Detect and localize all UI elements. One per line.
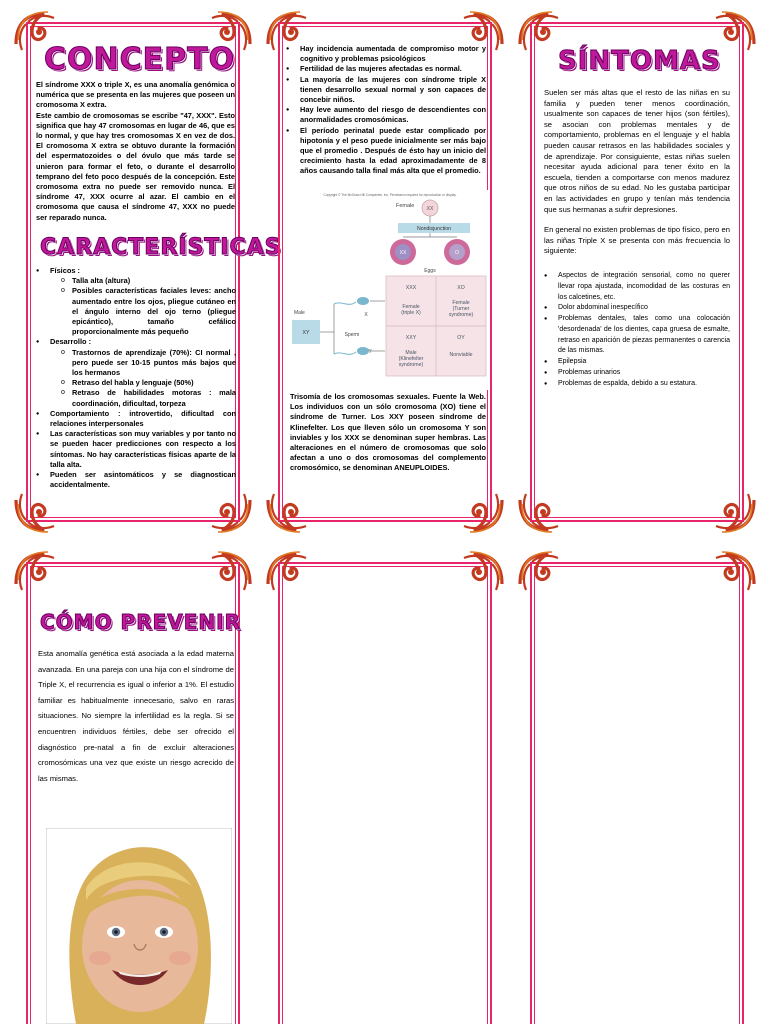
sintomas-list [544,271,730,390]
desarrollo-label: Desarrollo : [50,337,92,347]
list-item: ● Dolor abdominal inespecífico [544,303,730,314]
sperm-y-label: Y [368,349,372,355]
list-item: o Talla alta (altura) [50,276,236,286]
cell-xxx-label2: (triple X) [401,310,421,316]
cell-xxy-label1: Male [405,350,417,356]
heading-caracteristicas: CARACTERÍSTICAS [40,235,282,260]
diagram-caption [290,392,486,474]
caption-text: Trisomía de los cromosomas sexuales. Fuente la Web. Los individuos con un sólo cromosoma (XO) tiene el síndrome de Turner. Los XXY poseen síndrome de Klinefelter. Los que lleven sólo un cromosoma Y son inviables y los XXX se denominan super hembras. Las alteraciones en el número de cromosomas que solo afectan a uno o dos cromosomas del complemento cromosómico, se denominan ANEUPLOIDES. [290,392,486,473]
egg-xx-label: XX [399,250,407,256]
concepto-paragraph-2: Este cambio de cromosomas se escribe "47, XXX". Esto significa que hay 47 cromosomas en lugar de 46, que es lo normal, y que hay tres cromosomas X en vez de dos. El cromosoma X extra se obtuvo durante la formación del espermatozoides o del óvulo que más tarde se unieron para formar el feto, o durante el desarrollo temprano del feto poco después de la concepción. Este cromosoma extra no puede ser removido nunca. El síndrome 47, XXX ocurre al azar. El cambio en el cromosoma que causa el síndrome 47, XXX no puede ser reparado nunca. [36,110,235,222]
nondisjunction-label: Nondisjunction [416,226,452,232]
cell-xo-geno: XO [457,285,465,291]
panel-empty-2 [518,550,756,1024]
child-photo [46,828,232,1024]
panel-sintomas [518,10,756,534]
caracteristicas-list-cont [286,44,486,177]
male-genotype: XY [302,330,310,336]
list-item: ● El período perinatal puede estar complicado por hipotonía y el peso puede inicialmente ser más bajo que el promedio . Después de ésto hay un inicio del crecimiento hasta la edad aproximadamente de 8 años causando talla final más alta que el promedio. [286,126,486,177]
cell-xo-label1: Female [452,300,470,306]
heading-concepto: CONCEPTO [44,42,236,77]
list-item: ● Pueden ser asintomáticos y se diagnostican accidentalmente. [36,470,236,490]
sperm-label: Sperm [344,332,360,338]
nondisjunction-diagram [290,190,490,390]
list-item: ● Problemas de espalda, debido a su estatura. [544,379,730,390]
concepto-paragraph-1: El síndrome XXX o triple X, es una anomalía genómica o numérica que se presenta en las mujeres que poseen un cromosoma X extra. [36,80,235,110]
list-item: o Posibles características faciales leves: ancho aumentado entre los ojos, pliegue cutáneo en el ángulo interno del ojo terno (pliegue epicántico), tamaño cefálico proporcionalmente más pequeño [50,286,236,337]
sintomas-paragraph-2: En general no existen problemas de tipo físico, pero en las niñas Triple X se presenta con más frecuencia lo siguiente: [544,225,730,256]
cell-xo-label3: syndrome) [448,312,474,318]
sperm-y [334,347,369,355]
list-item: o Trastornos de aprendizaje (70%): CI normal , pero puede ser 10-15 puntos más bajos que los hermanos [50,348,236,379]
list-item: ● Comportamiento : introvertido, dificultad con relaciones interpersonales [36,409,236,429]
female-genotype: XX [426,206,434,212]
list-item [36,337,236,408]
sperm-x-label: X [364,312,368,318]
panel-caracteristicas-cont [266,10,504,534]
heading-como-prevenir: CÓMO PREVENIR [40,610,241,634]
heading-sintomas: SÍNTOMAS [558,46,721,76]
list-item: ● Fertilidad de las mujeres afectadas es normal. [286,64,486,74]
eggs-label: Eggs [424,268,436,274]
egg-o-label: O [455,250,459,256]
prevenir-text [38,646,234,786]
list-item: ● Hay leve aumento del riesgo de descendientes con anormalidades cromosómicas. [286,105,486,125]
cell-oy-geno: OY [457,335,465,341]
cell-xxx-geno: XXX [405,285,417,291]
cell-xxy-label2: (Klinefelter [398,356,424,362]
panel-como-prevenir [14,550,252,1024]
list-item [36,266,236,337]
cell-xxy-label3: syndrome) [398,362,424,368]
cell-oy-label: Nonviable [449,352,473,358]
panel-concepto [14,10,282,534]
caracteristicas-list [36,266,236,490]
concepto-text [36,80,235,223]
decorative-frame [518,550,756,1024]
diagram-copyright: Copyright © The McGraw-Hill Companies, Inc. Permission required for reproduction or display. [323,193,457,197]
decorative-frame [266,550,504,1024]
fisicos-label: Físicos : [50,266,80,275]
list-item: ● Hay incidencia aumentada de compromiso motor y cognitivo y problemas psicológicos [286,44,486,64]
sperm-x [334,297,369,305]
list-item: ● Problemas urinarios [544,368,730,379]
cell-xxy-geno: XXY [405,335,417,341]
male-label: Male [294,310,305,316]
list-item: ● Aspectos de integración sensorial, como no querer llevar ropa ajustada, incomodidad de las costuras en los calcetines, etc. [544,271,730,303]
cell-xxx-label1: Female [402,304,420,310]
list-item: ● La mayoría de las mujeres con síndrome triple X tienen desarrollo sexual normal y son capaces de concebir niños. [286,75,486,106]
panel-empty-1 [266,550,504,1024]
sintomas-paragraph-1: Suelen ser más altas que el resto de las niñas en su familia y pueden tener menos coordinación, usualmente son capaces de tener hijos (son fértiles), se asocian con problemas mentales y de comportamiento, problemas en el lenguaje y el habla pueden causar retrasos en las habilidades sociales y de aprendizaje. Por consiguiente, estas niñas suelen necesitar ayuda adicional para tener éxito en la escuela, tienden a comportarse con menos madurez que otros niños de su edad. No les gustaba participar en las actividades en grupo y tenían más tendencia que sus hermanas a sufrir depresiones. [544,88,730,214]
diagram-female-label: Female [396,203,415,209]
prevenir-paragraph: Esta anomalía genética está asociada a la edad materna avanzada. En una pareja con una hija con el síndrome de Triple X, el recurrencia es igual o inferior a 1%. El estudio familiar es habitualmente innecesario, salvo en raras situaciones. No siempre la infertilidad es la regla. Si se encuentren individuos fértiles, debe ser ofrecido el diagnóstico pre-natal a fin de excluir alteraciones cromosómicas una vez que existe un riesgo acrecido de las mismas. [38,649,234,783]
list-item: o Retraso del habla y lenguaje (50%) [50,378,236,388]
sintomas-text [544,88,730,390]
list-item: ● Las características son muy variables y por tanto no se pueden hacer predicciones con respecto a los síntomas. No hay características físicas aparte de la talla alta. [36,429,236,470]
list-item: ● Epilepsia [544,357,730,368]
cell-xo-label2: (Turner [452,306,470,312]
list-item: ● Problemas dentales, tales como una colocación 'desordenada' de los dientes, capa gruesa de esmalte, retraso en aparición de piezas permanentes o carencia de las mismas. [544,314,730,357]
list-item: o Retraso de habilidades motoras : mala coordinación, dificultad, torpeza [50,388,236,408]
